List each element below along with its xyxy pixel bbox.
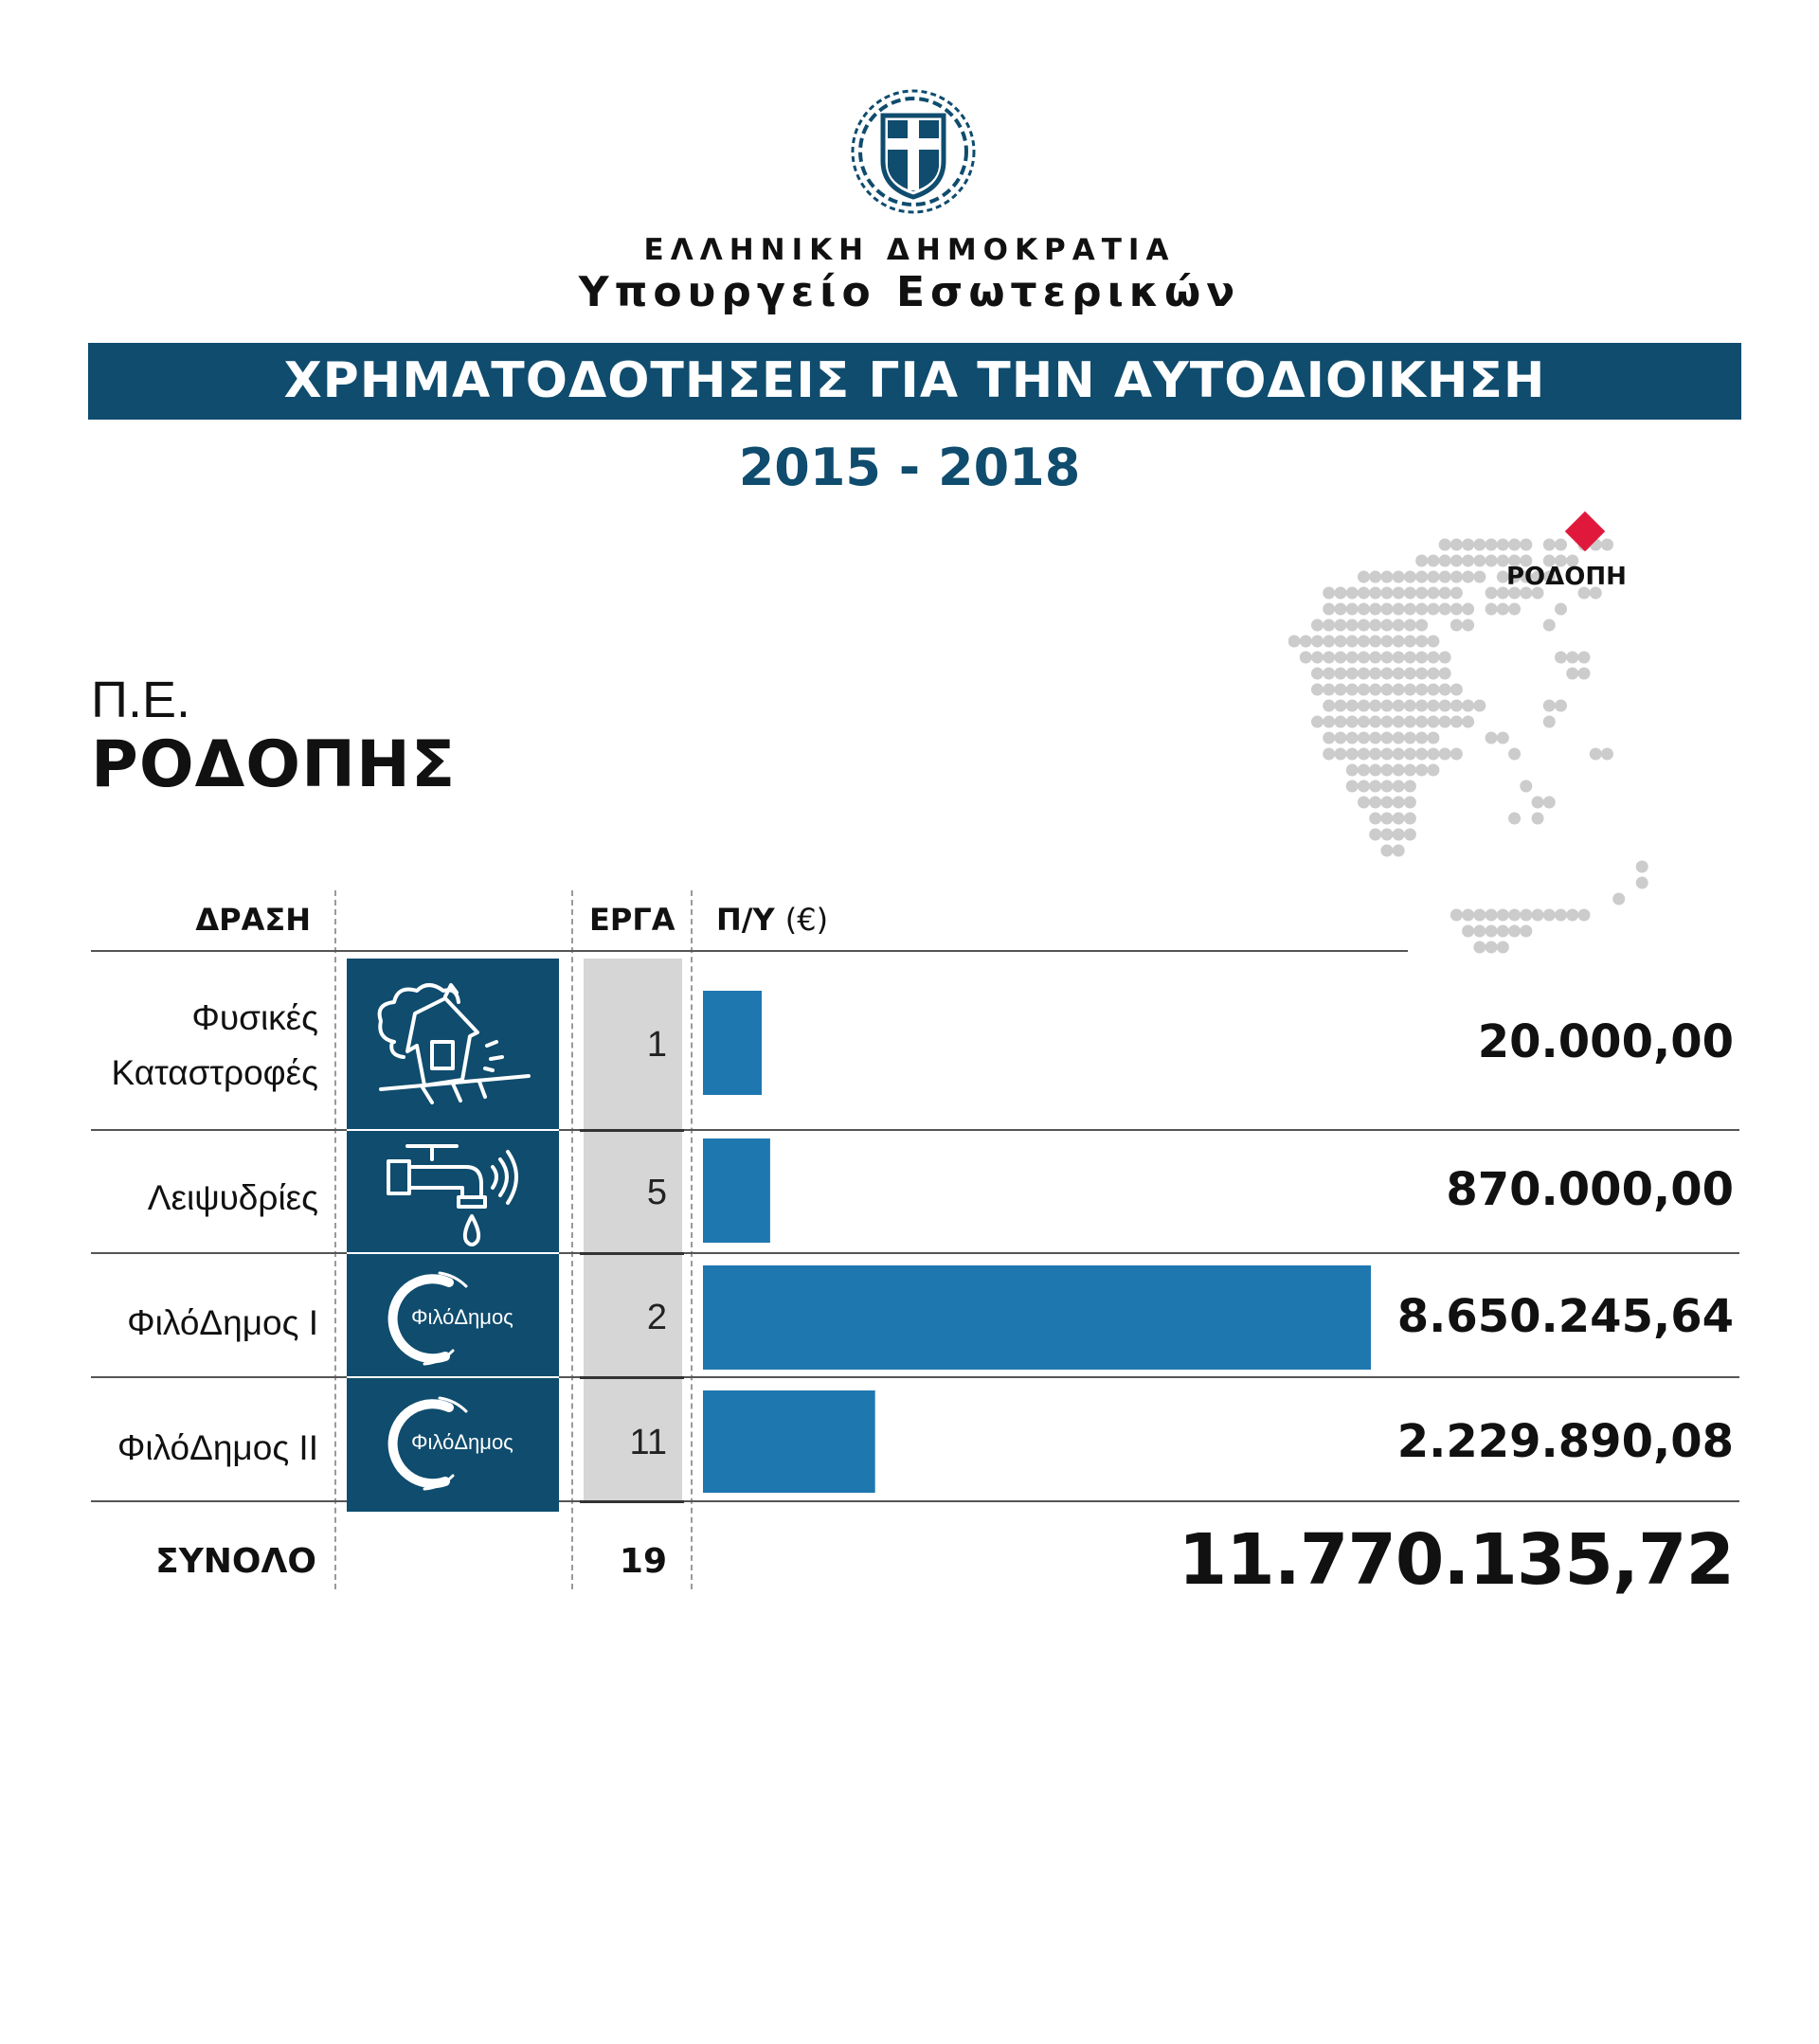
map-dot — [1439, 555, 1451, 567]
map-dot — [1532, 909, 1544, 922]
map-dot — [1415, 587, 1428, 600]
row-works-filodimos-1: 2 — [646, 1298, 667, 1337]
map-dot — [1439, 539, 1451, 551]
map-dot — [1439, 716, 1451, 728]
map-dot — [1404, 571, 1416, 583]
map-dot — [1601, 539, 1613, 551]
map-dot — [1346, 748, 1359, 761]
map-dot — [1439, 700, 1451, 712]
map-dot — [1323, 716, 1335, 728]
map-dot — [1486, 555, 1498, 567]
map-dot — [1415, 619, 1428, 632]
map-dot — [1578, 909, 1591, 922]
map-dot — [1300, 636, 1312, 648]
map-dot — [1404, 619, 1416, 632]
map-dot — [1439, 668, 1451, 680]
map-dot — [1288, 636, 1301, 648]
map-dot — [1346, 636, 1359, 648]
map-dot — [1415, 732, 1428, 744]
map-dot — [1415, 684, 1428, 696]
map-dot — [1369, 571, 1381, 583]
map-dot — [1555, 539, 1567, 551]
filodimos-logo-text: ΦιλόΔημος — [411, 1430, 513, 1454]
map-dot — [1380, 668, 1393, 680]
map-dot — [1450, 716, 1463, 728]
map-dot — [1462, 700, 1474, 712]
map-dot — [1369, 732, 1381, 744]
map-dot — [1380, 845, 1393, 857]
map-dot — [1415, 636, 1428, 648]
map-dot — [1462, 539, 1474, 551]
map-dot — [1380, 700, 1393, 712]
map-dot — [1508, 539, 1521, 551]
map-dot — [1334, 652, 1346, 664]
map-dot — [1450, 571, 1463, 583]
map-dot — [1462, 555, 1474, 567]
map-dot — [1334, 684, 1346, 696]
map-dot — [1334, 700, 1346, 712]
map-dot — [1323, 732, 1335, 744]
map-dot — [1369, 748, 1381, 761]
map-dot — [1358, 652, 1370, 664]
map-dot — [1358, 716, 1370, 728]
map-dot — [1404, 732, 1416, 744]
map-dot — [1543, 716, 1556, 728]
map-dot — [1497, 909, 1509, 922]
water-tap-icon — [375, 1135, 527, 1264]
map-dot — [1473, 700, 1486, 712]
map-dot — [1543, 909, 1556, 922]
map-dot — [1393, 829, 1405, 841]
map-dot — [1358, 571, 1370, 583]
map-dot — [1462, 603, 1474, 616]
row-label-filodimos-1: ΦιλόΔημος Ι — [127, 1303, 318, 1342]
years-subtitle: 2015 - 2018 — [738, 438, 1081, 497]
map-dot — [1369, 829, 1381, 841]
map-dot — [1358, 764, 1370, 777]
map-dot — [1380, 619, 1393, 632]
map-dot — [1520, 925, 1532, 938]
map-dot — [1520, 780, 1532, 793]
map-dot — [1334, 732, 1346, 744]
header-rule — [91, 950, 1408, 952]
map-dot — [1532, 797, 1544, 809]
map-dot — [1427, 732, 1439, 744]
map-dot — [1601, 748, 1613, 761]
map-dot — [1404, 684, 1416, 696]
row-label-filodimos-2: ΦιλόΔημος ΙΙ — [117, 1428, 318, 1467]
map-dot — [1334, 748, 1346, 761]
map-dot — [1380, 764, 1393, 777]
map-dot — [1323, 684, 1335, 696]
map-dot — [1380, 716, 1393, 728]
map-dot — [1636, 877, 1648, 889]
map-dot — [1346, 732, 1359, 744]
map-dot — [1612, 893, 1625, 905]
map-dot — [1334, 668, 1346, 680]
map-dot — [1369, 797, 1381, 809]
map-dot — [1346, 764, 1359, 777]
map-dot — [1311, 619, 1324, 632]
budget-header-label: Π/Υ — [716, 902, 775, 938]
map-dot — [1404, 797, 1416, 809]
map-dot — [1369, 603, 1381, 616]
map-dot — [1450, 587, 1463, 600]
map-region-label: ΡΟΔΟΠΗ — [1506, 563, 1627, 591]
map-dot — [1380, 813, 1393, 825]
map-dot — [1450, 603, 1463, 616]
map-dot — [1358, 797, 1370, 809]
map-dot — [1393, 571, 1405, 583]
map-dot — [1473, 539, 1486, 551]
map-dot — [1369, 587, 1381, 600]
map-dot — [1393, 764, 1405, 777]
map-dot — [1473, 555, 1486, 567]
map-dot — [1393, 780, 1405, 793]
map-dot — [1473, 925, 1486, 938]
map-dot — [1393, 668, 1405, 680]
map-dot — [1380, 603, 1393, 616]
map-dot — [1393, 797, 1405, 809]
column-separator — [571, 890, 573, 1589]
map-dot — [1346, 603, 1359, 616]
map-dot — [1439, 587, 1451, 600]
map-dot — [1393, 732, 1405, 744]
filodimos-logo — [368, 1262, 538, 1372]
row-works-natural-disasters: 1 — [646, 1025, 667, 1065]
republic-title: ΕΛΛΗΝΙΚΗ ΔΗΜΟΚΡΑΤΙΑ — [643, 233, 1176, 267]
map-dot — [1486, 941, 1498, 954]
map-dot — [1369, 716, 1381, 728]
column-header-action: ΔΡΑΣΗ — [195, 902, 311, 938]
map-dot — [1346, 716, 1359, 728]
map-dot — [1358, 780, 1370, 793]
map-dot — [1369, 668, 1381, 680]
map-dot — [1543, 539, 1556, 551]
map-dot — [1636, 861, 1648, 873]
map-dot — [1555, 909, 1567, 922]
icon-divider — [347, 1129, 559, 1131]
map-dot — [1393, 845, 1405, 857]
map-dot — [1555, 700, 1567, 712]
ministry-title: Υπουργείο Εσωτερικών — [578, 268, 1241, 316]
map-dot — [1334, 587, 1346, 600]
map-dot — [1462, 925, 1474, 938]
map-dot — [1369, 684, 1381, 696]
column-header-works: ΕΡΓΑ — [589, 902, 675, 938]
row-label-natural-disasters: Φυσικές Καταστροφές — [111, 998, 318, 1092]
map-dot — [1520, 909, 1532, 922]
map-dot — [1578, 668, 1591, 680]
map-dot — [1323, 668, 1335, 680]
total-label: ΣΥΝΟΛΟ — [155, 1542, 316, 1581]
map-dot — [1578, 652, 1591, 664]
works-divider — [580, 1376, 684, 1379]
map-dot — [1334, 603, 1346, 616]
map-dot — [1450, 748, 1463, 761]
map-dot — [1473, 571, 1486, 583]
map-dot — [1346, 668, 1359, 680]
budget-bar-chart — [701, 985, 1383, 1497]
map-dot — [1427, 716, 1439, 728]
map-dot — [1555, 603, 1567, 616]
map-dot — [1439, 684, 1451, 696]
row-amount-filodimos-1: 8.650.245,64 — [1396, 1290, 1734, 1343]
natural-disaster-icon — [366, 976, 536, 1118]
bar-water-scarcity — [703, 1139, 770, 1243]
map-dot — [1520, 539, 1532, 551]
bar-natural-disasters — [703, 991, 762, 1095]
map-dot — [1369, 652, 1381, 664]
map-dot — [1380, 797, 1393, 809]
map-dot — [1415, 603, 1428, 616]
map-dot — [1450, 555, 1463, 567]
map-dot — [1486, 732, 1498, 744]
map-dot — [1404, 636, 1416, 648]
row-rule — [91, 1500, 1739, 1502]
map-dot — [1508, 813, 1521, 825]
map-dot — [1323, 587, 1335, 600]
map-dot — [1404, 780, 1416, 793]
works-divider — [580, 1500, 684, 1503]
map-dot — [1346, 619, 1359, 632]
map-dot — [1532, 813, 1544, 825]
map-dot — [1497, 539, 1509, 551]
map-dot — [1415, 764, 1428, 777]
map-dot — [1427, 571, 1439, 583]
map-dot — [1439, 652, 1451, 664]
map-dot — [1427, 684, 1439, 696]
map-dot — [1358, 700, 1370, 712]
map-dot — [1404, 764, 1416, 777]
map-dot — [1508, 925, 1521, 938]
map-dot — [1404, 652, 1416, 664]
map-dot — [1439, 603, 1451, 616]
map-dot — [1508, 748, 1521, 761]
map-dot — [1486, 587, 1498, 600]
map-dot — [1462, 619, 1474, 632]
map-dot — [1300, 652, 1312, 664]
map-dot — [1393, 684, 1405, 696]
map-dot — [1380, 829, 1393, 841]
map-dot — [1404, 829, 1416, 841]
map-dot — [1346, 684, 1359, 696]
map-dot — [1393, 587, 1405, 600]
map-dot — [1427, 652, 1439, 664]
banner-title: ΧΡΗΜΑΤΟΔΟΤΗΣΕΙΣ ΓΙΑ ΤΗΝ ΑΥΤΟΔΙΟΙΚΗΣΗ — [88, 343, 1741, 420]
map-dot — [1415, 700, 1428, 712]
map-dot — [1311, 684, 1324, 696]
map-dot — [1358, 668, 1370, 680]
map-dot — [1543, 797, 1556, 809]
map-dot — [1346, 587, 1359, 600]
map-dot — [1369, 636, 1381, 648]
map-dot — [1543, 619, 1556, 632]
map-dot — [1427, 748, 1439, 761]
map-dot — [1393, 700, 1405, 712]
map-dot — [1473, 941, 1486, 954]
row-amount-water-scarcity: 870.000,00 — [1446, 1163, 1734, 1216]
map-dot — [1543, 700, 1556, 712]
map-dot — [1358, 684, 1370, 696]
map-dot — [1369, 780, 1381, 793]
map-dot — [1566, 652, 1578, 664]
map-dot — [1393, 748, 1405, 761]
map-dot — [1346, 780, 1359, 793]
map-dot — [1497, 941, 1509, 954]
map-dot — [1380, 636, 1393, 648]
map-dot — [1404, 700, 1416, 712]
map-dot — [1415, 748, 1428, 761]
map-dot — [1393, 636, 1405, 648]
map-dot — [1427, 764, 1439, 777]
map-dot — [1346, 652, 1359, 664]
map-dot — [1380, 571, 1393, 583]
map-dot — [1508, 603, 1521, 616]
map-dot — [1358, 748, 1370, 761]
map-dot — [1334, 619, 1346, 632]
total-works: 19 — [619, 1542, 667, 1581]
map-dot — [1462, 571, 1474, 583]
map-dot — [1393, 652, 1405, 664]
row-label-water-scarcity: Λειψυδρίες — [147, 1178, 318, 1217]
map-dot — [1393, 603, 1405, 616]
map-dot — [1346, 700, 1359, 712]
map-dot — [1486, 925, 1498, 938]
map-dot — [1369, 813, 1381, 825]
map-dot — [1462, 716, 1474, 728]
map-dot — [1393, 716, 1405, 728]
bar-filodimos-1 — [703, 1265, 1371, 1370]
greek-coat-of-arms-logo — [847, 85, 980, 218]
map-dot — [1427, 700, 1439, 712]
map-dot — [1427, 587, 1439, 600]
map-dot — [1393, 619, 1405, 632]
map-dot — [1323, 619, 1335, 632]
map-dot — [1590, 748, 1602, 761]
map-dot — [1358, 619, 1370, 632]
map-dot — [1486, 539, 1498, 551]
map-dot — [1404, 668, 1416, 680]
region-prefix: Π.Ε. — [91, 672, 191, 728]
map-dot — [1404, 587, 1416, 600]
column-header-budget — [716, 902, 828, 938]
map-dot — [1404, 603, 1416, 616]
row-works-filodimos-2: 11 — [629, 1423, 667, 1462]
map-dot — [1497, 603, 1509, 616]
total-amount: 11.770.135,72 — [1178, 1519, 1734, 1601]
map-dot — [1323, 652, 1335, 664]
map-dot — [1450, 909, 1463, 922]
map-dot — [1450, 684, 1463, 696]
map-dot — [1415, 652, 1428, 664]
map-dot — [1323, 700, 1335, 712]
map-dot — [1323, 636, 1335, 648]
map-dot — [1404, 748, 1416, 761]
map-dot — [1555, 652, 1567, 664]
map-dot — [1380, 652, 1393, 664]
map-dot — [1415, 555, 1428, 567]
map-dot — [1450, 619, 1463, 632]
map-dot — [1439, 748, 1451, 761]
map-dot — [1358, 732, 1370, 744]
works-divider — [580, 1252, 684, 1255]
map-dot — [1311, 636, 1324, 648]
works-divider — [580, 1129, 684, 1132]
map-dot — [1358, 636, 1370, 648]
map-dot — [1369, 764, 1381, 777]
map-dot — [1508, 909, 1521, 922]
bar-filodimos-2 — [703, 1390, 875, 1493]
row-amount-filodimos-2: 2.229.890,08 — [1396, 1415, 1734, 1468]
row-works-water-scarcity: 5 — [646, 1173, 667, 1212]
map-dot — [1334, 716, 1346, 728]
map-dot — [1404, 716, 1416, 728]
map-dot — [1450, 539, 1463, 551]
map-dot — [1486, 603, 1498, 616]
map-dot — [1380, 748, 1393, 761]
map-dot — [1380, 780, 1393, 793]
region-name: ΡΟΔΟΠΗΣ — [91, 727, 457, 802]
map-dot — [1427, 668, 1439, 680]
map-dot — [1358, 587, 1370, 600]
filodimos-logo — [368, 1387, 538, 1497]
map-dot — [1369, 700, 1381, 712]
map-dot — [1358, 603, 1370, 616]
map-dot — [1450, 700, 1463, 712]
column-separator — [691, 890, 693, 1589]
map-dot — [1311, 668, 1324, 680]
map-dot — [1393, 813, 1405, 825]
map-dot — [1473, 909, 1486, 922]
icon-divider — [347, 1376, 559, 1378]
map-dot — [1439, 571, 1451, 583]
map-dot — [1334, 636, 1346, 648]
budget-header-unit: (€) — [784, 902, 829, 938]
map-dot — [1415, 571, 1428, 583]
column-separator — [334, 890, 336, 1589]
map-dot — [1427, 636, 1439, 648]
map-dot — [1311, 652, 1324, 664]
map-dot — [1486, 909, 1498, 922]
row-amount-natural-disasters: 20.000,00 — [1477, 1015, 1734, 1068]
filodimos-logo-text: ΦιλόΔημος — [411, 1305, 513, 1329]
map-dot — [1566, 668, 1578, 680]
map-dot — [1462, 909, 1474, 922]
map-dot — [1311, 716, 1324, 728]
map-dot — [1497, 925, 1509, 938]
map-dot — [1415, 668, 1428, 680]
map-dot — [1369, 619, 1381, 632]
map-dot — [1497, 732, 1509, 744]
map-dot — [1427, 603, 1439, 616]
map-dot — [1323, 748, 1335, 761]
map-dot — [1380, 684, 1393, 696]
map-dot — [1323, 603, 1335, 616]
map-dot — [1566, 909, 1578, 922]
map-dot — [1427, 555, 1439, 567]
map-dot — [1404, 813, 1416, 825]
map-dot — [1415, 716, 1428, 728]
map-dot — [1380, 587, 1393, 600]
map-dot — [1380, 732, 1393, 744]
